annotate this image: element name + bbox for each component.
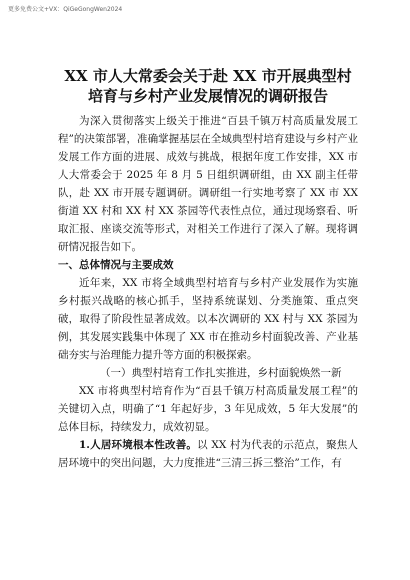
document-page [58, 66, 358, 472]
paragraph-intro: 为深入贯彻落实上级关于推进“百县千镇万村高质量发展工程”的决策部署，准确掌握基层在全域典型村培育建设与乡村产业发展工作方面的进展、成效与挑战，根据年度工作安排，XX 市人大常委会于 2025 年 8 月 5 日组织调研组，由 XX 副主任带队，赴 XX 市开展专题调研。调研组一行实地考察了 XX 市 XX 街道 XX 村和 XX 村 XX 茶园等代表性点位，通过现场察看、听取汇报、座谈交流等形式，对相关工作进行了深入了解。现将调研情况报告如下。 [58, 115, 358, 253]
watermark-text: 更多免费公文+VX：QiGeGongWen2024 [8, 6, 123, 13]
subsection-heading-1: （一）典型村培育工作扎实推进，乡村面貌焕然一新 [100, 367, 342, 379]
paragraph-overview: 近年来，XX 市将全域典型村培育与乡村产业发展作为实施乡村振兴战略的核心抓手，坚持系统谋划、分类施策、重点突破，取得了阶段性显著成效。以本次调研的 XX 村与 XX 茶园为例，其发展实践集中体现了 XX 市在推动乡村面貌改善、产业基础夯实与治理能力提升等方面的积极探索。 [58, 277, 358, 361]
document-title [58, 66, 358, 106]
title-line-1: XX 市人大常委会关于赴 XX 市开展典型村 [64, 67, 352, 85]
item-text-1: 以 XX 村为代表的示范点，聚焦人居环境中的突出问题，大力度推进“三清三拆三整治”工作，有 [58, 439, 358, 469]
title-line-2: 培育与乡村产业发展情况的调研报告 [87, 87, 328, 105]
document-body [58, 112, 358, 472]
paragraph-living-environment [58, 436, 358, 472]
section-heading-1: 一、总体情况与主要成效 [58, 259, 174, 271]
paragraph-typical-village: XX 市将典型村培育作为“百县千镇万村高质量发展工程”的关键切入点，明确了“1 年起好步，3 年见成效，5 年大发展”的总体目标，持续发力，成效初显。 [58, 385, 358, 433]
item-heading-1: 1.人居环境根本性改善。 [79, 439, 198, 451]
